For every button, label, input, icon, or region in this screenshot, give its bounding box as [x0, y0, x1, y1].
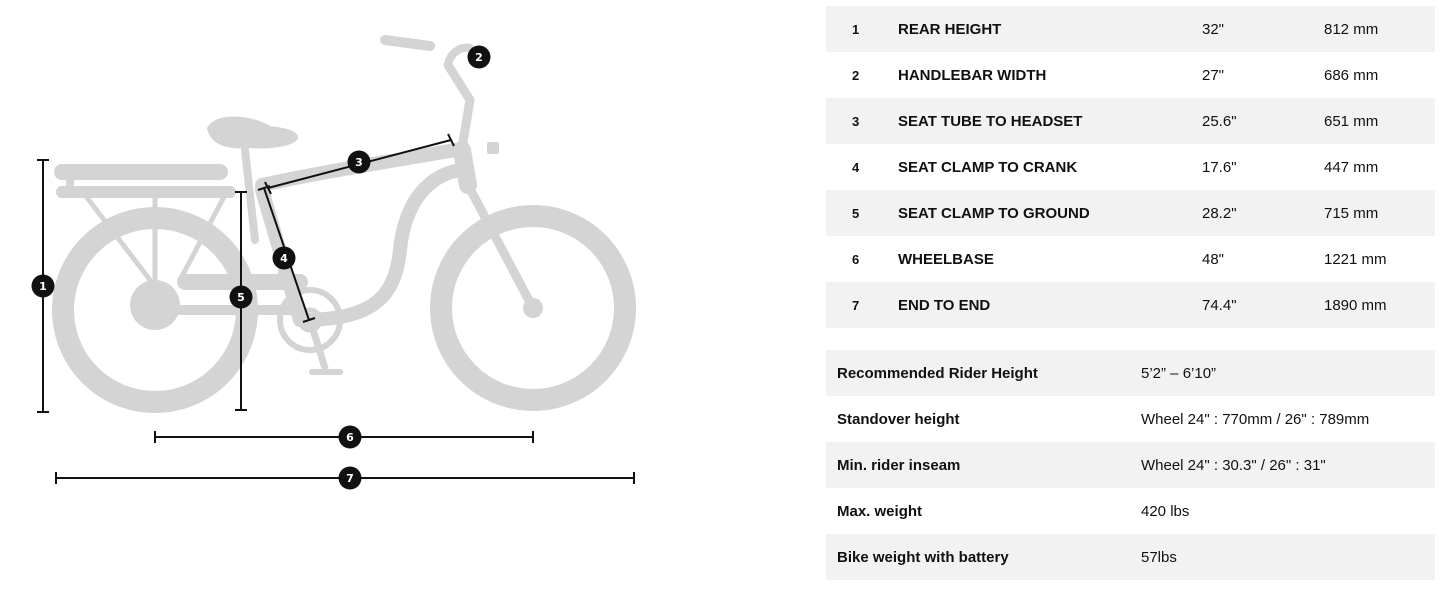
value-mm: 812 mm	[1324, 20, 1379, 38]
value-mm: 447 mm	[1324, 158, 1379, 176]
value-inches: 25.6"	[1202, 112, 1237, 130]
measurement-name: SEAT CLAMP TO GROUND	[898, 204, 1090, 222]
spec-label: Standover height	[837, 410, 960, 428]
value-mm: 1221 mm	[1324, 250, 1387, 268]
specs-table	[826, 350, 1435, 580]
marker-2	[468, 46, 491, 69]
value-inches: 48"	[1202, 250, 1225, 268]
row-number: 7	[852, 297, 860, 313]
marker-1	[32, 275, 55, 298]
marker-3	[348, 151, 371, 174]
marker-6	[339, 426, 362, 449]
spec-value: 420 lbs	[1141, 502, 1190, 520]
value-mm: 1890 mm	[1324, 296, 1387, 314]
table-row	[826, 98, 1435, 144]
measurement-name: HANDLEBAR WIDTH	[898, 66, 1047, 84]
row-number: 2	[852, 67, 860, 83]
table-row	[826, 282, 1435, 328]
svg-text:1: 1	[39, 280, 47, 293]
row-number: 1	[852, 21, 860, 37]
svg-text:7: 7	[346, 472, 354, 485]
value-inches: 32"	[1202, 20, 1225, 38]
table-row	[826, 52, 1435, 98]
value-inches: 27"	[1202, 66, 1225, 84]
value-mm: 651 mm	[1324, 112, 1379, 130]
value-inches: 74.4"	[1202, 296, 1237, 314]
spec-label: Min. rider inseam	[837, 456, 961, 474]
table-row	[826, 190, 1435, 236]
spec-value: 5’2” – 6’10”	[1141, 364, 1217, 382]
table-row	[826, 534, 1435, 580]
row-number: 6	[852, 251, 860, 267]
svg-text:3: 3	[355, 156, 363, 169]
marker-5	[230, 286, 253, 309]
spec-label: Max. weight	[837, 502, 923, 520]
table-row	[826, 236, 1435, 282]
marker-7	[339, 467, 362, 490]
spec-value: Wheel 24" : 30.3" / 26" : 31"	[1141, 456, 1326, 474]
row-number: 4	[852, 159, 860, 175]
table-row	[826, 144, 1435, 190]
table-row	[826, 350, 1435, 396]
row-number: 5	[852, 205, 860, 221]
spec-value: Wheel 24" : 770mm / 26" : 789mm	[1141, 410, 1370, 428]
value-mm: 715 mm	[1324, 204, 1379, 222]
geometry-table	[826, 6, 1435, 328]
measurement-name: WHEELBASE	[898, 250, 994, 268]
spec-label: Recommended Rider Height	[837, 364, 1038, 382]
measurement-name: SEAT CLAMP TO CRANK	[898, 158, 1078, 176]
spec-label: Bike weight with battery	[837, 548, 1009, 566]
value-inches: 28.2"	[1202, 204, 1237, 222]
table-row	[826, 442, 1435, 488]
measurement-name: REAR HEIGHT	[898, 20, 1002, 38]
row-number: 3	[852, 113, 860, 129]
value-inches: 17.6"	[1202, 158, 1237, 176]
svg-text:4: 4	[280, 252, 288, 265]
svg-text:6: 6	[346, 431, 354, 444]
marker-4	[273, 247, 296, 270]
table-row	[826, 488, 1435, 534]
measurement-name: SEAT TUBE TO HEADSET	[898, 112, 1083, 130]
value-mm: 686 mm	[1324, 66, 1379, 84]
svg-text:5: 5	[237, 291, 245, 304]
table-row	[826, 6, 1435, 52]
bike-silhouette	[62, 40, 625, 402]
measurement-name: END TO END	[898, 296, 991, 314]
svg-text:2: 2	[475, 51, 483, 64]
spec-value: 57lbs	[1141, 548, 1177, 566]
table-row	[826, 396, 1435, 442]
